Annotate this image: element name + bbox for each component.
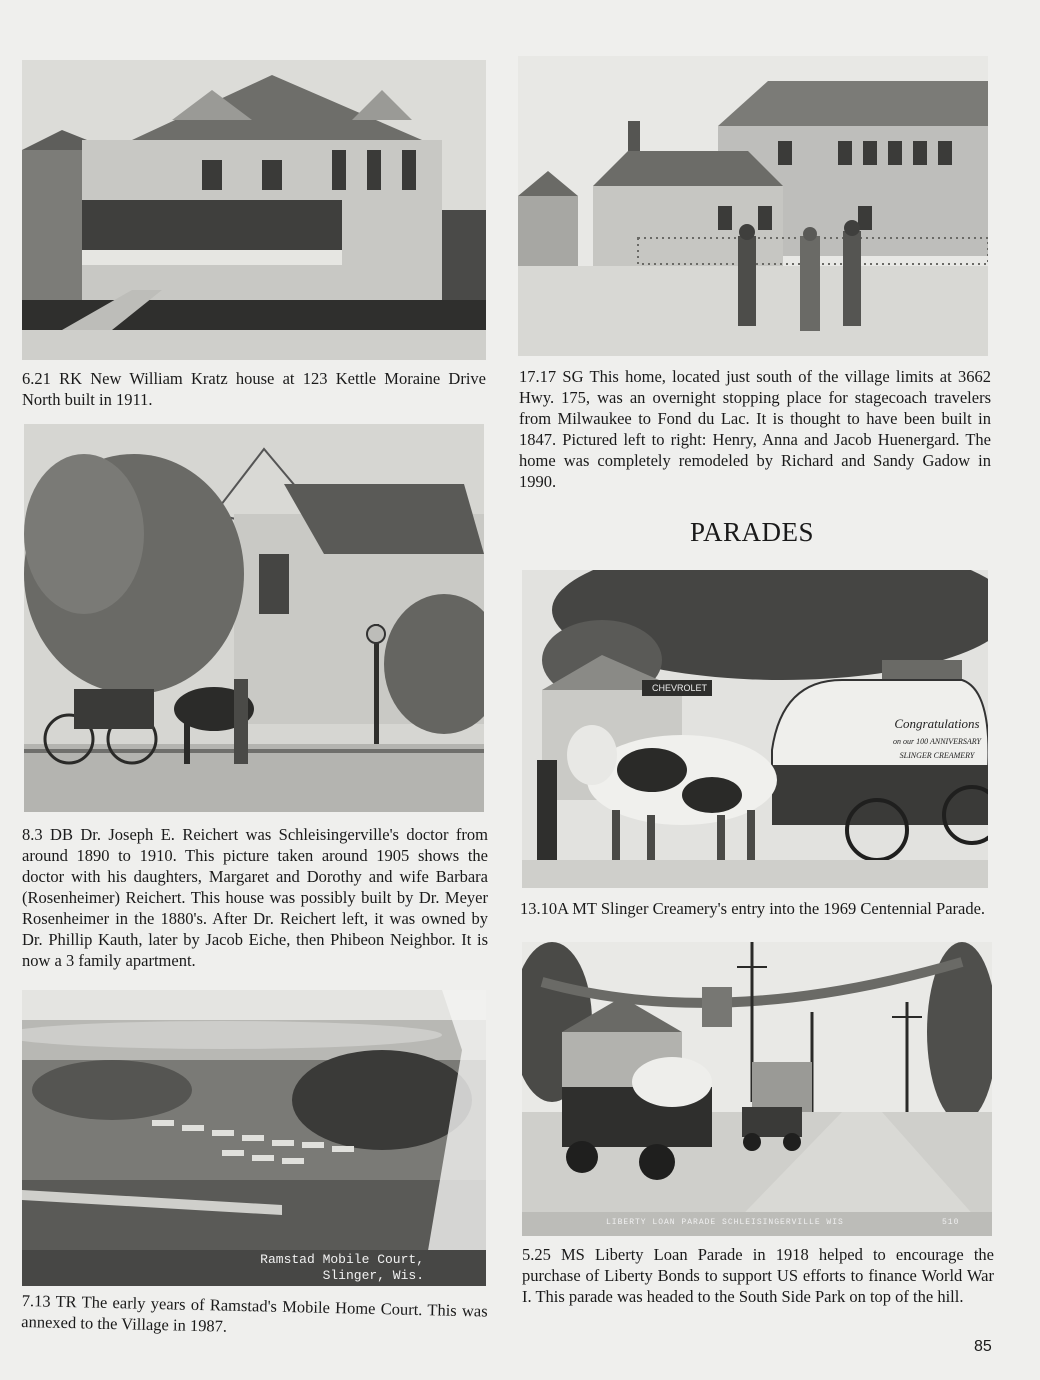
ramstad-court-image [22, 990, 486, 1286]
kratz-house-photo [22, 60, 486, 360]
kratz-house-image [22, 60, 486, 360]
liberty-parade-photo [522, 942, 992, 1236]
ramstad-court-photo [22, 990, 486, 1286]
huenergard-home-image [518, 56, 988, 356]
kratz-house-caption: 6.21 RK New William Kratz house at 123 Kettle Moraine Drive North built in 1911. [22, 369, 486, 409]
creamery-parade-caption: 13.10A MT Slinger Creamery's entry into the 1969 Centennial Parade. [520, 899, 986, 918]
huenergard-home-photo [518, 56, 988, 356]
liberty-parade-caption: 5.25 MS Liberty Loan Parade in 1918 helped to encourage the purchase of Liberty Bonds to support US efforts to finance World War I. This parade was headed to the South Side Park on top of the hill. [522, 1245, 994, 1306]
wagon-banner-line-2: on our 100 ANNIVERSARY [893, 737, 981, 746]
liberty-photo-inscription: LIBERTY LOAN PARADE SCHLEISINGERVILLE WIS [606, 1218, 844, 1227]
wagon-banner-line-1: Congratulations [894, 716, 980, 731]
reichert-house-image [24, 424, 484, 812]
liberty-photo-number: 510 [942, 1218, 960, 1227]
overlay-line-1: Ramstad Mobile Court, [260, 1252, 424, 1267]
page-number: 85 [974, 1338, 992, 1355]
huenergard-home-caption: 17.17 SG This home, located just south of the village limits at 3662 Hwy. 175, was an overnight stopping place for stagecoach travelers from Milwaukee to Fond du Lac. It is thought to have been built in 1847. Pictured left to right: Henry, Anna and Jacob Huenergard. The home was completely remodeled by Richard and Sandy Gadow in 1990. [519, 367, 991, 491]
reichert-house-caption: 8.3 DB Dr. Joseph E. Reichert was Schleisingerville's doctor from around 1890 to 1910. This picture taken around 1905 shows the doctor with his daughters, Margaret and Dorothy and wife Barbara (Rosenheimer) Reichert. This house was possibly built by Dr. Meyer Rosenheimer in the 1880's. After Dr. Reichert left, it was owned by Dr. Phillip Kauth, later by Jacob Eiche, then Phibeon Neighbor. It is now a 3 family apartment. [22, 825, 488, 970]
parades-heading: PARADES [690, 517, 815, 547]
creamery-parade-photo [522, 570, 988, 888]
chevrolet-sign: CHEVROLET [652, 683, 708, 693]
ramstad-photo-overlay [164, 1252, 424, 1284]
reichert-house-photo [24, 424, 484, 812]
ramstad-court-caption: 7.13 TR The early years of Ramstad's Mobile Home Court. This was annexed to the Village in 1987. [21, 1290, 488, 1336]
liberty-parade-image [522, 942, 992, 1236]
wagon-banner-line-3: SLINGER CREAMERY [899, 751, 975, 760]
overlay-line-2: Slinger, Wis. [322, 1268, 424, 1283]
